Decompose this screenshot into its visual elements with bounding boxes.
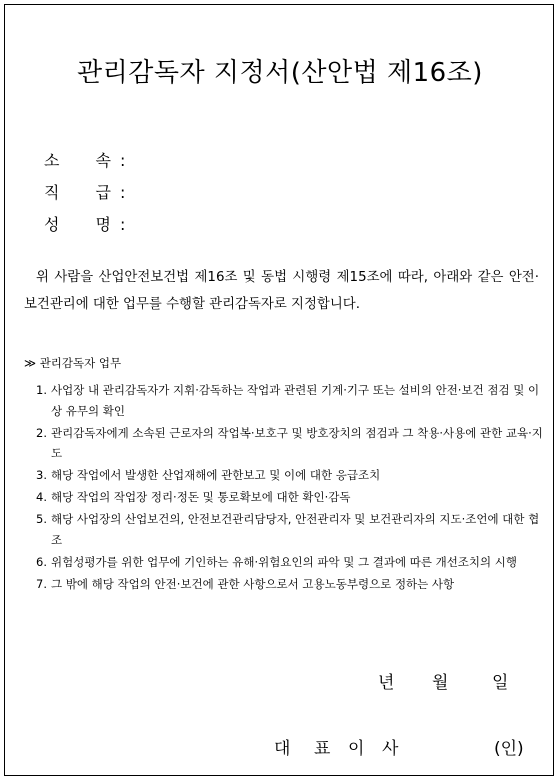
duties-list <box>36 380 548 596</box>
duty-text: 해당 작업의 작업장 정리·정돈 및 통로확보에 대한 확인·감독 <box>51 490 351 504</box>
position-label-char-2: 급 <box>95 183 111 202</box>
affiliation-label-char-2: 속 <box>95 151 111 170</box>
duty-number: 2. <box>36 425 47 440</box>
duty-text: 사업장 내 관리감독자가 지휘·감독하는 작업과 관련된 기계·기구 또는 설비의 안전·보건 점검 및 이상 유무의 확인 <box>51 383 540 418</box>
date-day: 일 <box>492 673 509 693</box>
duty-number: 5. <box>36 512 47 526</box>
document-title: 관리감독자 지정서(산안법 제16조) <box>77 58 483 88</box>
duty-text: 해당 사업장의 산업보건의, 안전보건관리담당자, 안전관리자 및 보건관리자의 지도·조언에 대한 협조 <box>51 512 540 547</box>
name-label-char-2: 명 <box>95 215 111 234</box>
duty-text: 관리감독자에게 소속된 근로자의 작업복·보호구 및 방호장치의 점검과 그 착용·사용에 관한 교육·지도 <box>51 425 543 460</box>
duty-item <box>36 465 548 486</box>
duty-item <box>36 487 548 508</box>
name-colon: : <box>120 215 126 234</box>
signature-char-1: 대 <box>274 739 291 759</box>
duty-item <box>36 574 548 595</box>
duty-item <box>36 552 548 573</box>
date-year: 년 <box>378 673 395 693</box>
position-row <box>44 180 125 203</box>
seal-mark: (인) <box>494 739 524 759</box>
name-label-char-1: 성 <box>44 215 60 234</box>
duty-number: 1. <box>36 383 47 397</box>
duty-text: 위험성평가를 위한 업무에 기인하는 유해·위험요인의 파악 및 그 결과에 따른 개선조치의 시행 <box>51 554 518 569</box>
duty-item <box>36 423 548 464</box>
duty-text: 해당 작업에서 발생한 산업재해에 관한보고 및 이에 대한 응급조치 <box>51 468 381 482</box>
affiliation-colon: : <box>120 151 126 170</box>
duty-number: 4. <box>36 490 47 504</box>
signature-char-4: 사 <box>382 739 399 759</box>
duty-item <box>36 509 548 550</box>
duty-text: 그 밖에 해당 작업의 안전·보건에 관한 사항으로서 고용노동부령으로 정하는 사항 <box>51 576 455 591</box>
affiliation-label-char-1: 소 <box>44 151 60 170</box>
affiliation-row <box>44 148 125 171</box>
signature-char-3: 이 <box>348 739 365 759</box>
duty-item <box>36 380 548 421</box>
name-row <box>44 212 125 235</box>
duty-number: 7. <box>36 576 47 591</box>
duty-number: 3. <box>36 468 47 482</box>
signature-char-2: 표 <box>314 739 331 759</box>
date-month: 월 <box>432 673 449 693</box>
position-colon: : <box>120 183 126 202</box>
position-label-char-1: 직 <box>44 183 60 202</box>
duties-heading: ≫ 관리감독자 업무 <box>24 356 122 370</box>
duty-number: 6. <box>36 554 47 569</box>
designation-paragraph: 위 사람을 산업안전보건법 제16조 및 동법 시행령 제15조에 따라, 아래와 같은 안전·보건관리에 대한 업무를 수행할 관리감독자로 지정합니다. <box>24 270 539 312</box>
